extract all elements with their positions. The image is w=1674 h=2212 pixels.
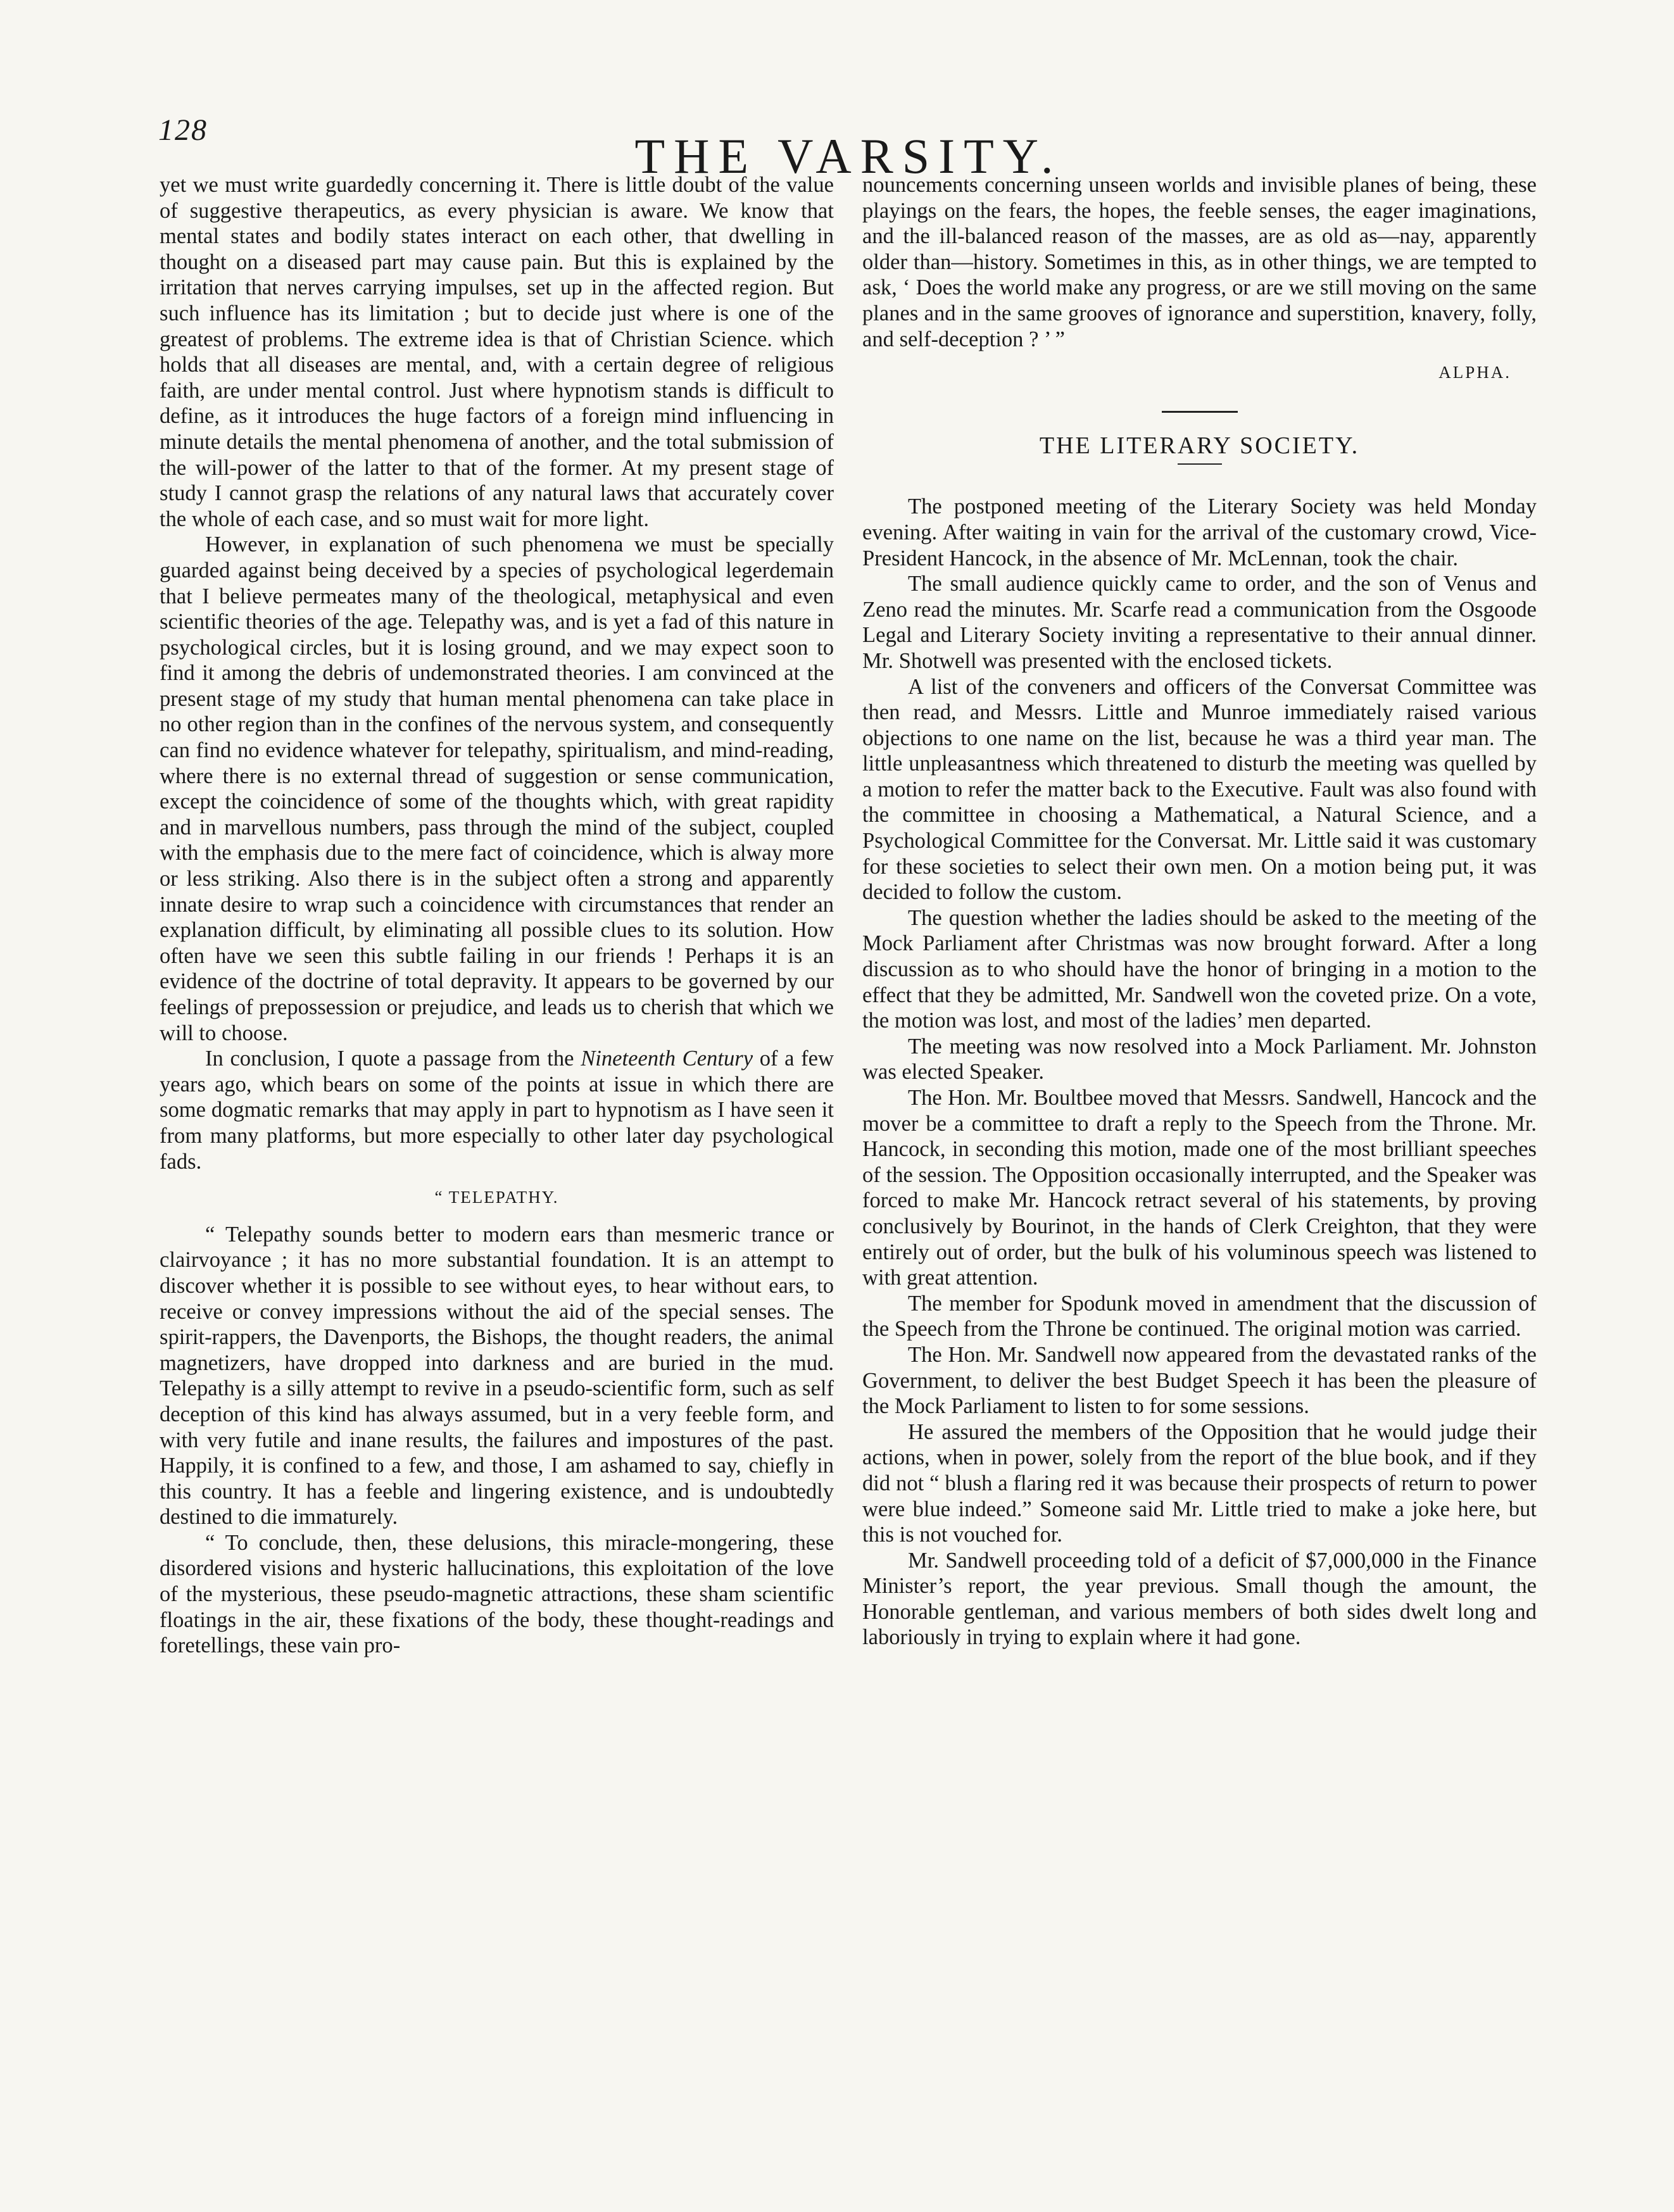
report-paragraph: The question whether the ladies should be asked to the meeting of the Mock Parliament after Christmas was now brought forward. After a long discussion as to who should have the honor of bringing in a motion to the effect that they be admitted, Mr. Sandwell won the coveted prize. On a vote, the motion was lost, and most of the ladies’ men departed. [862, 905, 1537, 1033]
report-paragraph: The Hon. Mr. Boultbee moved that Messrs. Sandwell, Hancock and the mover be a committee to draft a reply to the Speech from the Throne. Mr. Hancock, in seconding this motion, made one of the most brilliant speeches of the session. The Opposition occasionally interrupted, and the Speaker was forced to make Mr. Hancock retract several of his statements, by proving conclusively by Bourinot, in the hands of Clerk Creighton, that they were entirely out of order, but the bulk of his voluminous speech was listened to with great attention. [862, 1086, 1537, 1290]
article-paragraph: yet we must write guardedly concerning it. There is little doubt of the value of suggestive therapeutics, as every physician is aware. We know that mental states and bodily states interact on each other, that dwelling in thought on a diseased part may cause pain. But this is explained by the irritation that nerves carrying impulses, set up in the affected region. But such influence has its limitation ; but to decide just where is one of the greatest of problems. The extreme idea is that of Christian Science. which holds that all diseases are mental, and, with a certain degree of religious faith, are under mental control. Just where hypnotism stands is difficult to define, as it introduces the huge factors of a foreign mind influencing in minute details the mental phenomena of another, and the total submission of the will-power of the latter to that of the former. At my present stage of study I cannot grasp the relations of any natural laws that accurately cover the whole of each case, and so must wait for more light. [160, 173, 834, 531]
section-divider [1162, 411, 1238, 413]
article-paragraph [160, 1046, 834, 1174]
title-underline [1178, 463, 1222, 465]
journal-title: THE VARSITY. [634, 129, 1062, 184]
quote-heading: “ TELEPATHY. [434, 1188, 559, 1207]
left-column [160, 172, 834, 1659]
report-paragraph: Mr. Sandwell proceeding told of a deficit of $7,000,000 in the Finance Minister’s report, the year previous. Small though the amount, the Honorable gentleman, and various members of both sides dwelt long and laboriously in trying to explain where it had gone. [862, 1548, 1537, 1650]
quote-paragraph: “ Telepathy sounds better to modern ears than mesmeric trance or clairvoyance ; it has no more substantial foundation. It is an attempt to discover whether it is possible to see without eyes, to hear without ears, to receive or convey impressions without the aid of the special senses. The spirit-rappers, the Davenports, the Bishops, the thought readers, the animal magnetizers, have dropped into darkness and are buried in the mud. Telepathy is a silly attempt to revive in a pseudo-scientific form, such as self deception of this kind has always assumed, but in a very feeble form, and with very futile and inane results, the failures and impostures of the past. Happily, it is confined to a few, and those, I am ashamed to say, chiefly in this country. It has a feeble and lingering existence, and is undoubtedly destined to die immaturely. [160, 1222, 834, 1530]
report-paragraph: The meeting was now resolved into a Mock Parliament. Mr. Johnston was elected Speaker. [862, 1034, 1537, 1084]
report-paragraph: The member for Spodunk moved in amendment that the discussion of the Speech from the Throne be continued. The original motion was carried. [862, 1291, 1537, 1342]
publication-title: Nineteenth Century [581, 1046, 753, 1071]
article-paragraph: However, in explanation of such phenomena we must be specially guarded against being deceived by a species of psychological legerdemain that I believe permeates many of the theological, metaphysical and even scientific theories of the age. Telepathy was, and is yet a fad of this nature in psychological circles, but it is losing ground, and we may expect soon to find it among the debris of undemonstrated theories. I am convinced at the present stage of my study that human mental phenomena can take place in no other region than in the confines of the nervous system, and consequently can find no evidence whatever for telepathy, spiritualism, and mind-reading, where there is no external thread of suggestion or sense communication, except the coincidence of some of the thoughts which, with great rapidity and in marvellous numbers, pass through the mind of the subject, coupled with the emphasis due to the mere fact of coincidence, which is alway more or less striking. Also there is in the subject often a strong and apparently innate desire to wrap such a coincidence with circumstances that render an explanation difficult, by eliminating all possible clues to its solution. How often have we seen this subtle failing in our friends ! Perhaps it is an evidence of the doctrine of total depravity. It appears to be governed by our feelings of prepossession or prejudice, and leads us to cherish that which we will to choose. [160, 532, 834, 1045]
report-paragraph: A list of the conveners and officers of the Conversat Committee was then read, and Messrs. Little and Munroe immediately raised various objections to one name on the list, because he was a third year man. The little unpleasantness which threatened to disturb the meeting was quelled by a motion to refer the matter back to the Executive. Fault was also found with the committee in choosing a Mathematical, a Natural Science, and a Psychological Committee for the Conversat. Mr. Little said it was customary for these societies to select their own men. On a motion being put, it was decided to follow the custom. [862, 674, 1537, 905]
author-signature: ALPHA. [1438, 363, 1511, 382]
report-paragraph: The postponed meeting of the Literary Society was held Monday evening. After waiting in vain for the arrival of the customary crowd, Vice-President Hancock, in the absence of Mr. McLennan, took the chair. [862, 494, 1537, 570]
section-title: THE LITERARY SOCIETY. [1039, 432, 1360, 459]
page-number: 128 [158, 113, 208, 147]
right-column [862, 172, 1537, 1650]
quote-paragraph: “ To conclude, then, these delusions, this miracle-mongering, these disordered visions and hysteric hallucinations, this exploitation of the love of the mysterious, these pseudo-magnetic attractions, these sham scientific floatings in the air, these fixations of the body, these thought-readings and foretellings, these vain pro- [160, 1530, 834, 1658]
report-paragraph: The Hon. Mr. Sandwell now appeared from the devastated ranks of the Government, to deliver the best Budget Speech it has been the pleasure of the Mock Parliament to listen to for some sessions. [862, 1342, 1537, 1419]
page-header [158, 95, 1539, 184]
report-paragraph: The small audience quickly came to order, and the son of Venus and Zeno read the minutes. Mr. Scarfe read a communication from the Osgoode Legal and Literary Society inviting a representative to their annual dinner. Mr. Shotwell was presented with the enclosed tickets. [862, 572, 1537, 673]
paragraph-text: In conclusion, I quote a passage from the [205, 1046, 581, 1071]
quote-paragraph-continued: nouncements concerning unseen worlds and invisible planes of being, these playings on the fears, the hopes, the feeble senses, the eager imaginations, and the ill-balanced reason of the masses, are as old as—nay, apparently older than—history. Sometimes in this, as in other things, we are tempted to ask, ‘ Does the world make any progress, or are we still moving on the same planes and in the same grooves of ignorance and superstition, knavery, folly, and self-deception ? ’ ” [862, 173, 1537, 351]
paragraph-text: of a few years ago, which bears on some of the points at issue in which there are some dogmatic remarks that may apply in part to hypnotism as I have seen it from many platforms, but more especially to other later day psychological fads. [160, 1046, 834, 1174]
report-paragraph: He assured the members of the Opposition that he would judge their actions, when in power, solely from the report of the blue book, and if they did not “ blush a flaring red it was because their prospects of return to power were blue indeed.” Someone said Mr. Little tried to make a joke here, but this is not vouched for. [862, 1419, 1537, 1547]
